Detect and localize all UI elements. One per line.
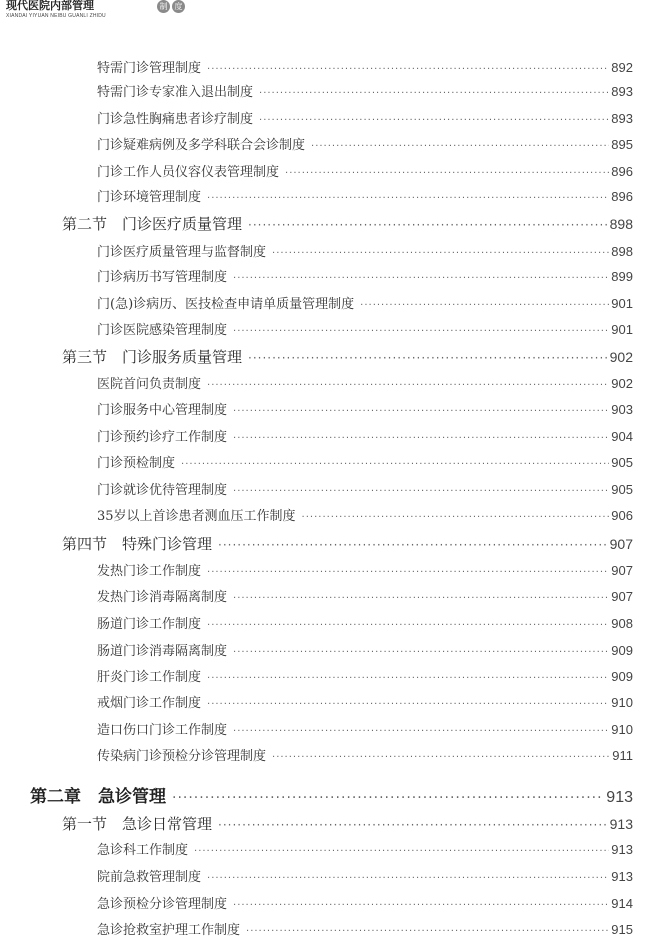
seal-icon: 制 [157, 0, 170, 13]
dot-leader [302, 512, 610, 523]
toc-entry-title: 特需门诊专家准入退出制度 [97, 85, 254, 100]
dot-leader [233, 593, 609, 604]
toc-entry-title: 急诊科工作制度 [97, 843, 189, 858]
toc-page-number: 909 [611, 669, 633, 684]
toc-page-number: 896 [611, 164, 633, 179]
toc-page-number: 904 [611, 429, 633, 444]
dot-leader [272, 248, 609, 259]
toc-page-number: 902 [609, 349, 633, 365]
toc-page-number: 903 [611, 402, 633, 417]
toc-entry-title: 传染病门诊预检分诊管理制度 [97, 749, 267, 764]
toc-page-number: 901 [611, 322, 633, 337]
toc-page-number: 893 [611, 84, 633, 99]
toc-entry-title: 第二章 急诊管理 [30, 787, 166, 807]
toc-entry-title: 门(急)诊病历、医技检查申请单质量管理制度 [97, 297, 355, 312]
toc-entry-title: 门诊预检制度 [97, 456, 176, 471]
toc-entry-title: 院前急救管理制度 [97, 870, 202, 885]
toc-entry-title: 发热门诊工作制度 [97, 564, 202, 579]
toc-entry[interactable] [97, 692, 633, 711]
toc-page-number: 895 [611, 137, 633, 152]
toc-entry-title: 第二节 门诊医疗质量管理 [62, 215, 243, 233]
dot-leader [248, 218, 608, 232]
dot-leader [233, 900, 609, 911]
toc-entry[interactable] [97, 586, 633, 605]
toc-page-number: 909 [611, 643, 633, 658]
toc-entry-title: 第三节 门诊服务质量管理 [62, 348, 243, 366]
toc-page-number: 907 [611, 589, 633, 604]
toc-entry-title: 发热门诊消毒隔离制度 [97, 590, 228, 605]
dot-leader [194, 846, 609, 857]
toc-entry[interactable] [97, 108, 633, 127]
toc-page-number: 898 [609, 216, 633, 232]
dot-leader [233, 273, 609, 284]
toc-chapter-heading[interactable] [30, 782, 633, 807]
toc-page-number: 892 [611, 60, 633, 75]
toc-entry-title: 医院首问负责制度 [97, 377, 202, 392]
toc-page-number: 911 [612, 748, 633, 763]
toc-page-number: 907 [609, 536, 633, 552]
toc-page-number: 893 [611, 111, 633, 126]
toc-section-heading[interactable] [62, 533, 633, 554]
toc-entry-title: 门诊服务中心管理制度 [97, 403, 228, 418]
dot-leader [218, 818, 608, 832]
toc-entry[interactable] [97, 399, 633, 418]
toc-page-number: 906 [611, 508, 633, 523]
toc-page-number: 910 [611, 722, 633, 737]
toc-entry[interactable] [97, 640, 633, 659]
toc-entry[interactable] [97, 57, 633, 76]
toc-entry-title: 第一节 急诊日常管理 [62, 815, 213, 833]
toc-page-number: 907 [611, 563, 633, 578]
dot-leader [207, 64, 609, 75]
toc-page-number: 913 [609, 816, 633, 832]
toc-section-heading[interactable] [62, 813, 633, 834]
toc-page-number: 905 [611, 455, 633, 470]
toc-entry[interactable] [97, 613, 633, 632]
toc-entry[interactable] [97, 81, 633, 100]
toc-entry-title: 肠道门诊工作制度 [97, 617, 202, 632]
dot-leader [311, 141, 609, 152]
dot-leader [172, 790, 604, 806]
toc-entry[interactable] [97, 666, 633, 685]
toc-entry-title: 门诊急性胸痛患者诊疗制度 [97, 112, 254, 127]
toc-page-number: 913 [611, 869, 633, 884]
dot-leader [218, 538, 608, 552]
toc-entry-title: 门诊医院感染管理制度 [97, 323, 228, 338]
dot-leader [233, 406, 609, 417]
toc-entry-title: 门诊环境管理制度 [97, 190, 202, 205]
toc-page-number: 910 [611, 695, 633, 710]
toc-page-number: 899 [611, 269, 633, 284]
toc-entry[interactable] [97, 319, 633, 338]
toc-entry-title: 门诊就诊优待管理制度 [97, 483, 228, 498]
toc-entry-title: 门诊工作人员仪容仪表管理制度 [97, 165, 280, 180]
toc-page-number: 913 [611, 842, 633, 857]
toc-entry[interactable] [97, 161, 633, 180]
toc-entry-title: 35岁以上首诊患者测血压工作制度 [97, 509, 296, 524]
toc-entry[interactable] [97, 186, 633, 205]
toc-page-number: 896 [611, 189, 633, 204]
dot-leader [246, 926, 609, 937]
dot-leader [233, 486, 609, 497]
toc-entry[interactable] [97, 745, 633, 764]
dot-leader [233, 647, 609, 658]
dot-leader [259, 115, 609, 126]
dot-leader [248, 351, 608, 365]
toc-entry-title: 肝炎门诊工作制度 [97, 670, 202, 685]
dot-leader [207, 620, 609, 631]
toc-page-number: 905 [611, 482, 633, 497]
dot-leader [233, 326, 609, 337]
toc-entry[interactable] [97, 373, 633, 392]
dot-leader [233, 726, 609, 737]
book-title: 现代医院内部管理 [6, 0, 94, 12]
dot-leader [207, 873, 609, 884]
toc-entry-title: 第四节 特殊门诊管理 [62, 535, 213, 553]
dot-leader [207, 567, 609, 578]
dot-leader [181, 459, 609, 470]
toc-entry-title: 急诊预检分诊管理制度 [97, 897, 228, 912]
toc-entry-title: 门诊病历书写管理制度 [97, 270, 228, 285]
dot-leader [207, 673, 609, 684]
toc-entry[interactable] [97, 452, 633, 471]
toc-entry-title: 特需门诊管理制度 [97, 61, 202, 76]
dot-leader [207, 380, 609, 391]
toc-entry[interactable] [97, 505, 633, 524]
dot-leader [233, 433, 609, 444]
toc-entry[interactable] [97, 426, 633, 445]
toc-section-heading[interactable] [62, 346, 633, 367]
toc-entry-title: 造口伤口门诊工作制度 [97, 723, 228, 738]
toc-entry[interactable] [97, 866, 633, 885]
toc-entry[interactable] [97, 241, 633, 260]
toc-entry-title: 门诊医疗质量管理与监督制度 [97, 245, 267, 260]
seal-icon: 度 [172, 0, 185, 13]
toc-page-number: 901 [611, 296, 633, 311]
toc-page-number: 898 [611, 244, 633, 259]
toc-entry[interactable] [97, 560, 633, 579]
dot-leader [207, 699, 609, 710]
toc-entry-title: 肠道门诊消毒隔离制度 [97, 644, 228, 659]
dot-leader [285, 168, 609, 179]
dot-leader [259, 88, 609, 99]
toc-page-number: 915 [611, 922, 633, 937]
toc-page-number: 902 [611, 376, 633, 391]
dot-leader [272, 752, 610, 763]
toc-entry[interactable] [97, 266, 633, 285]
toc-page-number: 908 [611, 616, 633, 631]
toc-entry[interactable] [97, 134, 633, 153]
dot-leader [360, 300, 609, 311]
toc-entry-title: 门诊预约诊疗工作制度 [97, 430, 228, 445]
toc-entry[interactable] [97, 839, 633, 858]
dot-leader [207, 193, 609, 204]
toc-entry-title: 急诊抢救室护理工作制度 [97, 923, 241, 938]
toc-entry[interactable] [97, 719, 633, 738]
toc-entry-title: 戒烟门诊工作制度 [97, 696, 202, 711]
toc-entry[interactable] [97, 919, 633, 938]
toc-entry[interactable] [97, 893, 633, 912]
toc-section-heading[interactable] [62, 213, 633, 234]
toc-entry-title: 门诊疑难病例及多学科联合会诊制度 [97, 138, 306, 153]
toc-page-number: 914 [611, 896, 633, 911]
toc-page-number: 913 [606, 789, 633, 806]
toc-entry[interactable] [97, 293, 633, 312]
book-title-pinyin: XIANDAI YIYUAN NEIBU GUANLI ZHIDU [6, 13, 106, 19]
toc-entry[interactable] [97, 479, 633, 498]
